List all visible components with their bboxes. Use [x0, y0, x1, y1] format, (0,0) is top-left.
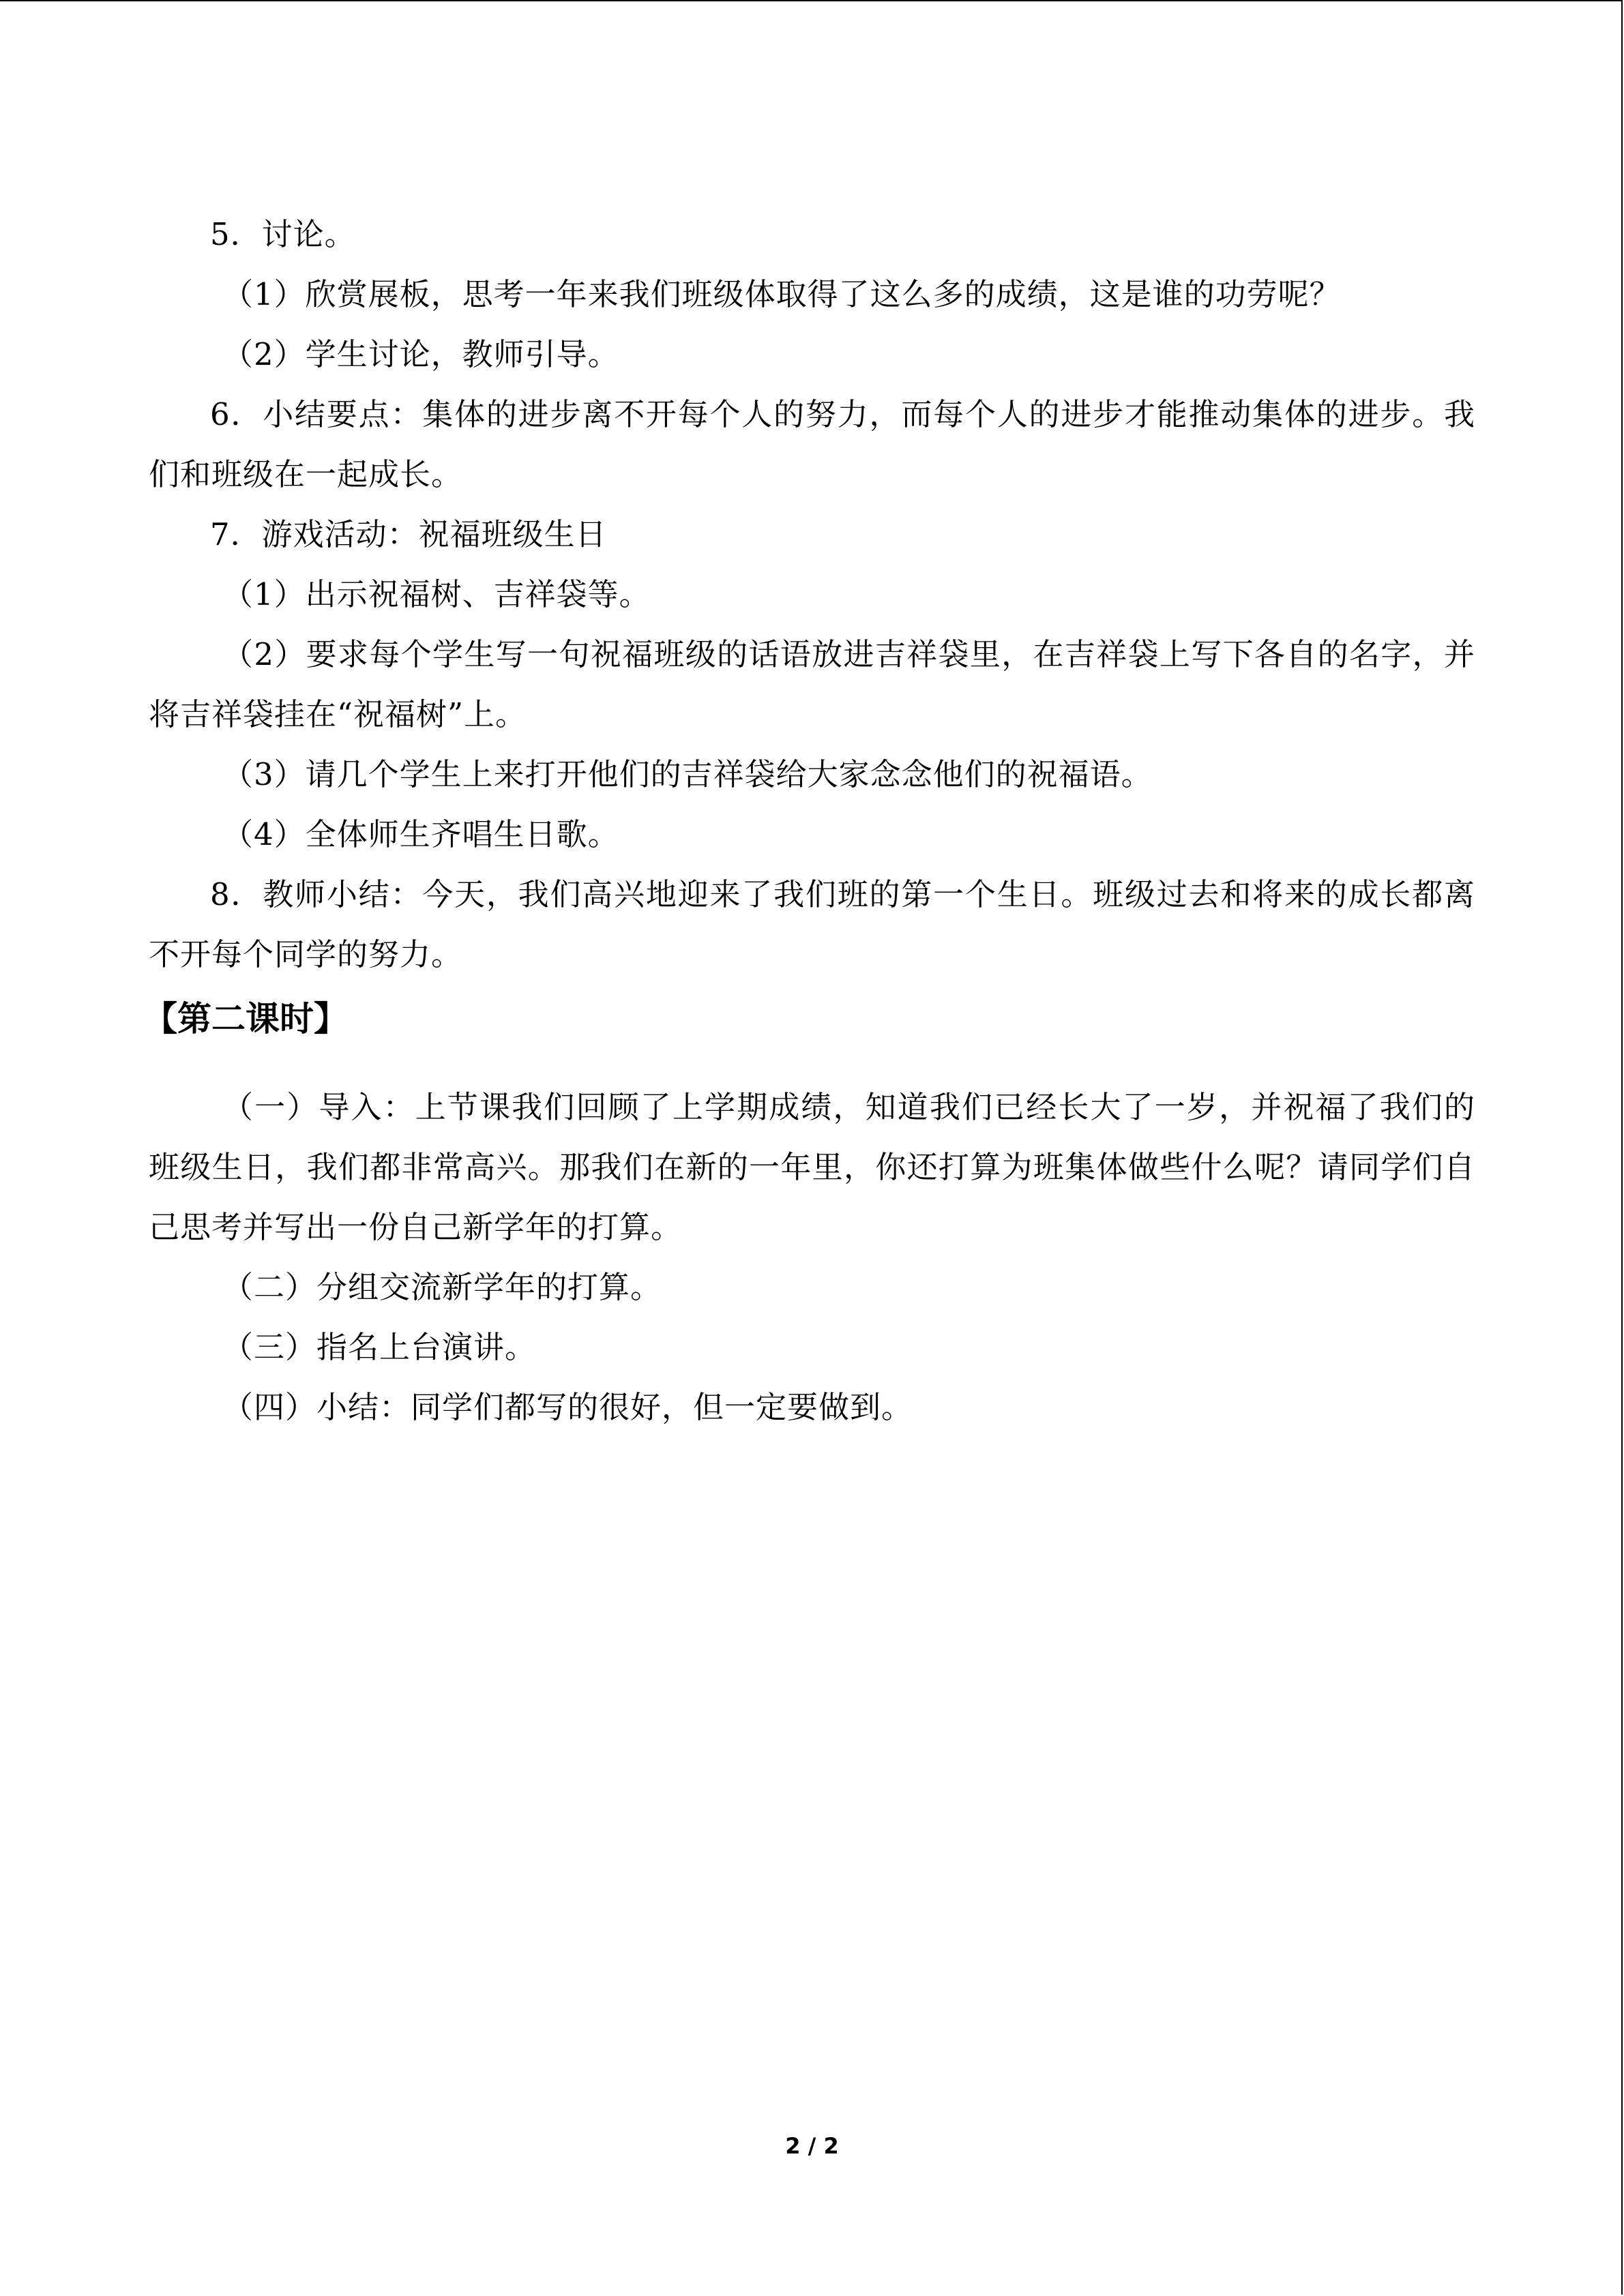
page-number: 2 / 2 — [785, 2133, 839, 2159]
paragraph-group-exchange: （二）分组交流新学年的打算。 — [222, 1269, 662, 1305]
paragraph-intro: （一）导入：上节课我们回顾了上学期成绩，知道我们已经长大了一岁，并祝福了我们的班级生日，我们都非常高兴。那我们在新的一年里，你还打算为班集体做些什么呢？请同学们自己思考并写出一份自己新学年的打算。 — [149, 1089, 1475, 1245]
paragraph-game-2: （2）要求每个学生写一句祝福班级的话语放进吉祥袋里，在吉祥袋上写下各自的名字，并将吉祥袋挂在“祝福树”上。 — [149, 636, 1475, 732]
paragraph-discussion-2: （2）学生讨论，教师引导。 — [222, 336, 619, 372]
document-body — [143, 205, 1475, 1437]
paragraph-summary-points: 6．小结要点：集体的进步离不开每个人的努力，而每个人的进步才能推动集体的进步。我们和班级在一起成长。 — [149, 396, 1475, 492]
paragraph-game-4: （4）全体师生齐唱生日歌。 — [222, 816, 619, 852]
paragraph-discussion-heading: 5．讨论。 — [210, 216, 356, 252]
paragraph-teacher-summary: 8．教师小结：今天，我们高兴地迎来了我们班的第一个生日。班级过去和将来的成长都离不开每个同学的努力。 — [149, 876, 1475, 972]
paragraph-speech: （三）指名上台演讲。 — [222, 1329, 537, 1365]
section-title: 【第二课时】 — [143, 999, 348, 1039]
paragraph-game-heading: 7．游戏活动：祝福班级生日 — [210, 516, 607, 552]
paragraph-conclusion: （四）小结：同学们都写的很好，但一定要做到。 — [222, 1389, 913, 1425]
paragraph-game-3: （3）请几个学生上来打开他们的吉祥袋给大家念念他们的祝福语。 — [222, 756, 1153, 792]
paragraph-game-1: （1）出示祝福树、吉祥袋等。 — [222, 576, 651, 612]
paragraph-discussion-1: （1）欣赏展板，思考一年来我们班级体取得了这么多的成绩，这是谁的功劳呢？ — [222, 276, 1341, 312]
